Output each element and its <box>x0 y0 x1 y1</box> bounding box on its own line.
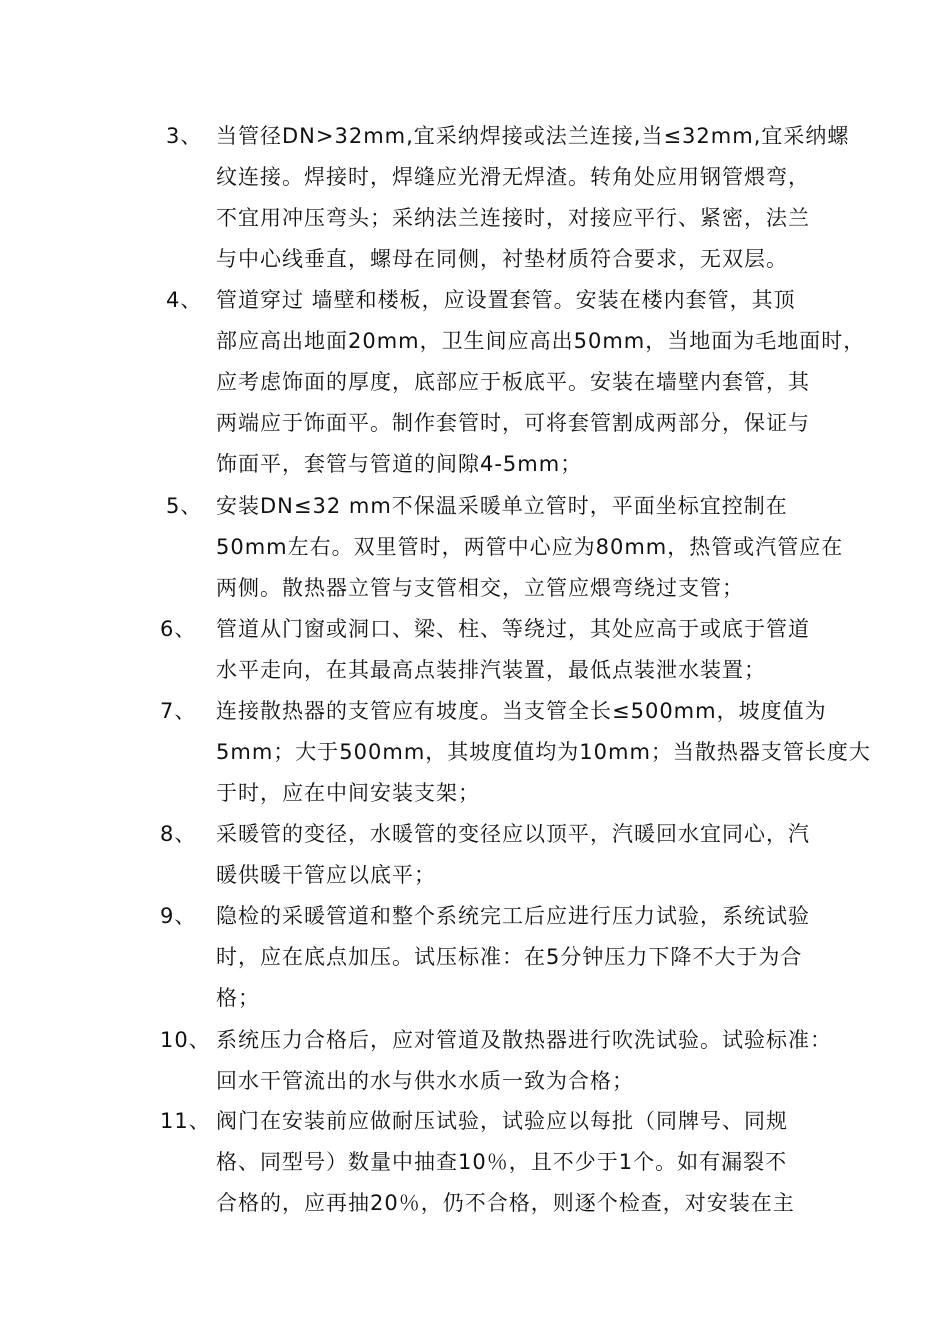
item-number: 11、 <box>160 1109 211 1133</box>
item-number: 10、 <box>160 1028 211 1052</box>
item-number: 7、 <box>160 699 197 723</box>
text-line: 应考虑饰面的厚度，底部应于板底平。安装在墙壁内套管，其 <box>216 370 810 394</box>
text-line: 格、同型号）数量中抽查10％，且不少于1个。如有漏裂不 <box>216 1150 788 1174</box>
text-line: 两端应于饰面平。制作套管时，可将套管割成两部分，保证与 <box>216 411 810 435</box>
item-text <box>216 116 880 280</box>
text-line: 纹连接。焊接时，焊缝应光滑无焊渣。转角处应用钢管煨弯， <box>216 165 810 189</box>
text-line: 于时，应在中间安装支架； <box>216 781 480 805</box>
item-text <box>216 1101 880 1224</box>
text-line: 5mm；大于500mm，其坡度值均为10mm；当散热器支管长度大 <box>216 740 871 764</box>
text-line: 时，应在底点加压。试压标准：在5分钟压力下降不大于为合 <box>216 945 803 969</box>
text-line: 阀门在安装前应做耐压试验，试验应以每批（同牌号、同规 <box>216 1109 788 1133</box>
text-line: 部应高出地面20mm，卫生间应高出50mm，当地面为毛地面时， <box>216 329 866 353</box>
item-text <box>216 896 880 1019</box>
text-line: 当管径DN>32mm,宜采纳焊接或法兰连接,当≤32mm,宜采纳螺 <box>216 124 850 148</box>
text-line: 50mm左右。双里管时，两管中心应为80mm，热管或汽管应在 <box>216 535 844 559</box>
item-text <box>216 280 880 485</box>
item-text <box>216 1020 880 1102</box>
item-number: 4、 <box>166 288 203 312</box>
item-number: 8、 <box>160 822 197 846</box>
text-line: 隐检的采暖管道和整个系统完工后应进行压力试验，系统试验 <box>216 904 810 928</box>
item-number: 3、 <box>166 124 203 148</box>
text-line: 管道穿过 墙壁和楼板，应设置套管。安装在楼内套管，其顶 <box>216 288 796 312</box>
text-line: 合格的，应再抽20％，仍不合格，则逐个检查，对安装在主 <box>216 1191 795 1215</box>
item-text <box>216 486 880 609</box>
item-number: 9、 <box>160 904 197 928</box>
text-line: 采暖管的变径，水暖管的变径应以顶平，汽暖回水宜同心，汽 <box>216 822 810 846</box>
text-line: 饰面平，套管与管道的间隙4-5mm； <box>216 452 583 476</box>
text-line: 系统压力合格后，应对管道及散热器进行吹洗试验。试验标准： <box>216 1028 832 1052</box>
text-line: 水平走向，在其最高点装排汽装置，最低点装泄水装置； <box>216 658 766 682</box>
item-text <box>216 609 880 691</box>
text-line: 不宜用冲压弯头；采纳法兰连接时，对接应平行、紧密，法兰 <box>216 206 810 230</box>
item-text <box>216 814 880 896</box>
item-text <box>216 691 880 814</box>
text-line: 安装DN≤32 mm不保温采暖单立管时，平面坐标宜控制在 <box>216 494 788 518</box>
text-line: 与中心线垂直，螺母在同侧，衬垫材质符合要求，无双层。 <box>216 247 788 271</box>
item-number: 5、 <box>166 494 203 518</box>
text-line: 格； <box>216 986 260 1010</box>
item-number: 6、 <box>160 617 197 641</box>
text-line: 连接散热器的支管应有坡度。当支管全长≤500mm，坡度值为 <box>216 699 827 723</box>
text-line: 回水干管流出的水与供水水质一致为合格； <box>216 1069 634 1093</box>
text-line: 两侧。散热器立管与支管相交，立管应煨弯绕过支管； <box>216 576 744 600</box>
text-line: 暖供暖干管应以底平； <box>216 863 436 887</box>
text-line: 管道从门窗或洞口、梁、柱、等绕过，其处应高于或底于管道 <box>216 617 810 641</box>
